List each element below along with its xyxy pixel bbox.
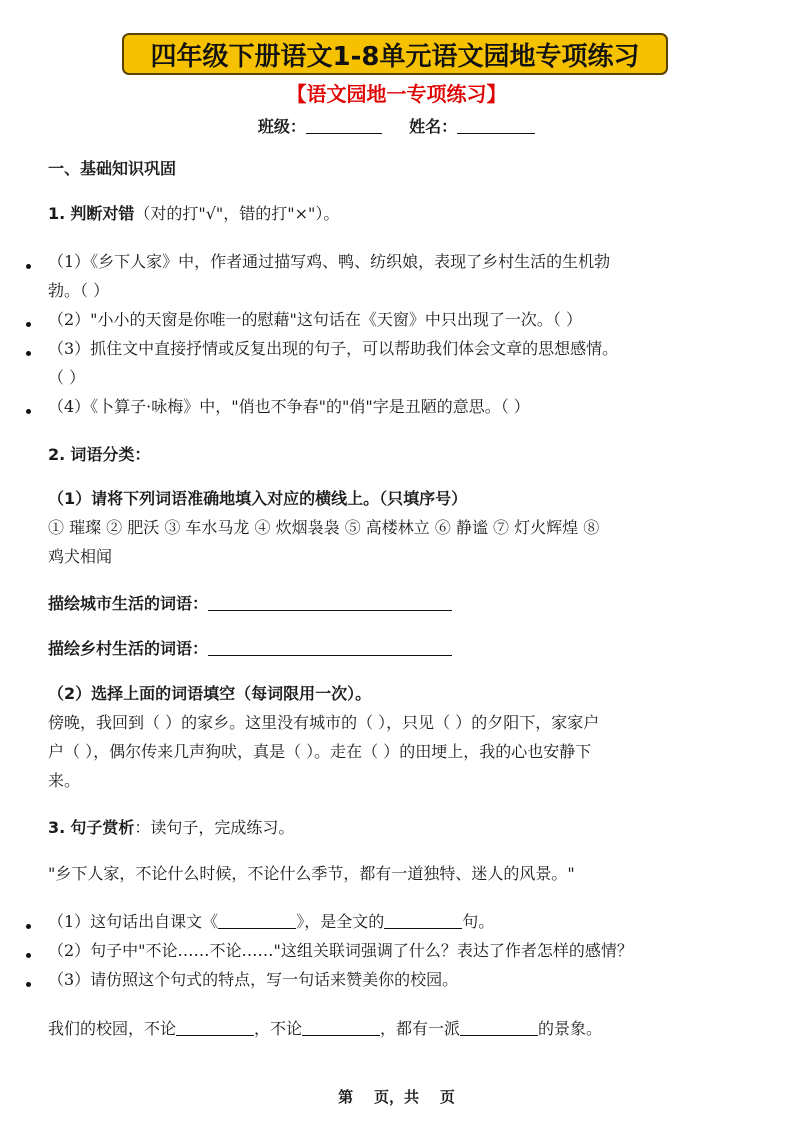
imitate-text-c: ，都有一派 (380, 1019, 461, 1038)
name-label: 姓名： (409, 117, 458, 136)
q1-title: 判断对错 (70, 204, 135, 223)
q1-item-3-line1: （3）抓住文中直接抒情或反复出现的句子，可以帮助我们体会文章的思想感情。 (48, 339, 619, 358)
q1-item-1-line2: 勃。（ ） (48, 281, 110, 300)
q2-paragraph-line2: 户（ ），偶尔传来几声狗吠，真是（ ）。走在（ ）的田埂上，我的心也安静下 (48, 742, 592, 761)
q1-note: （对的打"√"，错的打"×"）。 (134, 204, 340, 223)
city-words-blank[interactable] (208, 594, 452, 611)
page-title: 四年级下册语文1-8单元语文园地专项练习 (122, 33, 668, 75)
imitate-blank-1[interactable] (176, 1019, 254, 1036)
country-words-blank[interactable] (208, 639, 452, 656)
q3-title: 句子赏析 (70, 818, 135, 837)
name-blank[interactable] (457, 117, 535, 134)
q2-word-list-line2: 鸡犬相闻 (48, 547, 113, 566)
q2-sub1-title: （1）请将下列词语准确地填入对应的横线上。（只填序号） (48, 489, 468, 508)
sentence-type-blank[interactable] (384, 912, 462, 929)
q3-note: ：读句子，完成练习。 (134, 818, 295, 837)
bullet-icon (26, 351, 31, 356)
q1-number: 1. (48, 204, 66, 223)
imitate-text-a: 我们的校园，不论 (48, 1019, 177, 1038)
city-words-row (48, 594, 452, 614)
q1-item-3-line2: （ ） (48, 368, 86, 387)
class-label: 班级： (257, 117, 306, 136)
q2-word-list-line1: ① 璀璨 ② 肥沃 ③ 车水马龙 ④ 炊烟袅袅 ⑤ 高楼林立 ⑥ 静谧 ⑦ 灯火辉煌 ⑧ (48, 518, 600, 537)
q3-item-1-text-c: 句。 (462, 912, 495, 931)
class-blank[interactable] (306, 117, 382, 134)
q3-number: 3. (48, 818, 66, 837)
city-words-label: 描绘城市生活的词语： (48, 594, 209, 613)
imitate-text-d: 的景象。 (538, 1019, 603, 1038)
imitate-text-b: ，不论 (254, 1019, 303, 1038)
imitate-blank-2[interactable] (302, 1019, 380, 1036)
q2-number: 2. (48, 445, 66, 464)
q3-item-1 (48, 912, 494, 932)
bullet-icon (26, 264, 31, 269)
q3-heading (48, 818, 294, 838)
q2-paragraph-line1: 傍晚，我回到（ ）的家乡。这里没有城市的（ ），只见（ ）的夕阳下，家家户 (48, 713, 600, 732)
bullet-icon (26, 953, 31, 958)
bullet-icon (26, 322, 31, 327)
q3-item-1-text-a: （1）这句话出自课文《 (48, 912, 219, 931)
bullet-icon (26, 924, 31, 929)
section-heading: 一、基础知识巩固 (48, 159, 177, 178)
country-words-label: 描绘乡村生活的词语： (48, 639, 209, 658)
imitation-sentence (48, 1019, 602, 1039)
q2-title: 词语分类： (70, 445, 151, 464)
q3-quote: "乡下人家，不论什么时候，不论什么季节，都有一道独特、迷人的风景。" (48, 864, 575, 883)
q1-item-4: （4）《卜算子·咏梅》中，"俏也不争春"的"俏"字是丑陋的意思。（ ） (48, 397, 530, 416)
q2-sub2-title: （2）选择上面的词语填空（每词限用一次）。 (48, 684, 372, 703)
bullet-icon (26, 982, 31, 987)
q3-item-2: （2）句子中"不论……不论……"这组关联词强调了什么？表达了作者怎样的感情？ (48, 941, 633, 960)
q3-item-1-text-b: 》，是全文的 (296, 912, 385, 931)
q1-item-1-line1: （1）《乡下人家》中，作者通过描写鸡、鸭、纺织娘，表现了乡村生活的生机勃 (48, 252, 611, 271)
country-words-row (48, 639, 452, 659)
page-subtitle: 【语文园地一专项练习】 (286, 82, 507, 106)
q3-item-3: （3）请仿照这个句式的特点，写一句话来赞美你的校园。 (48, 970, 459, 989)
q1-item-2: （2）"小小的天窗是你唯一的慰藉"这句话在《天窗》中只出现了一次。（ ） (48, 310, 582, 329)
q1-heading (48, 204, 339, 224)
imitate-blank-3[interactable] (460, 1019, 538, 1036)
q2-paragraph-line3: 来。 (48, 771, 81, 790)
page-footer: 第 页，共 页 (338, 1088, 455, 1106)
lesson-title-blank[interactable] (218, 912, 296, 929)
class-name-line (0, 114, 793, 137)
bullet-icon (26, 409, 31, 414)
q2-heading (48, 445, 150, 465)
